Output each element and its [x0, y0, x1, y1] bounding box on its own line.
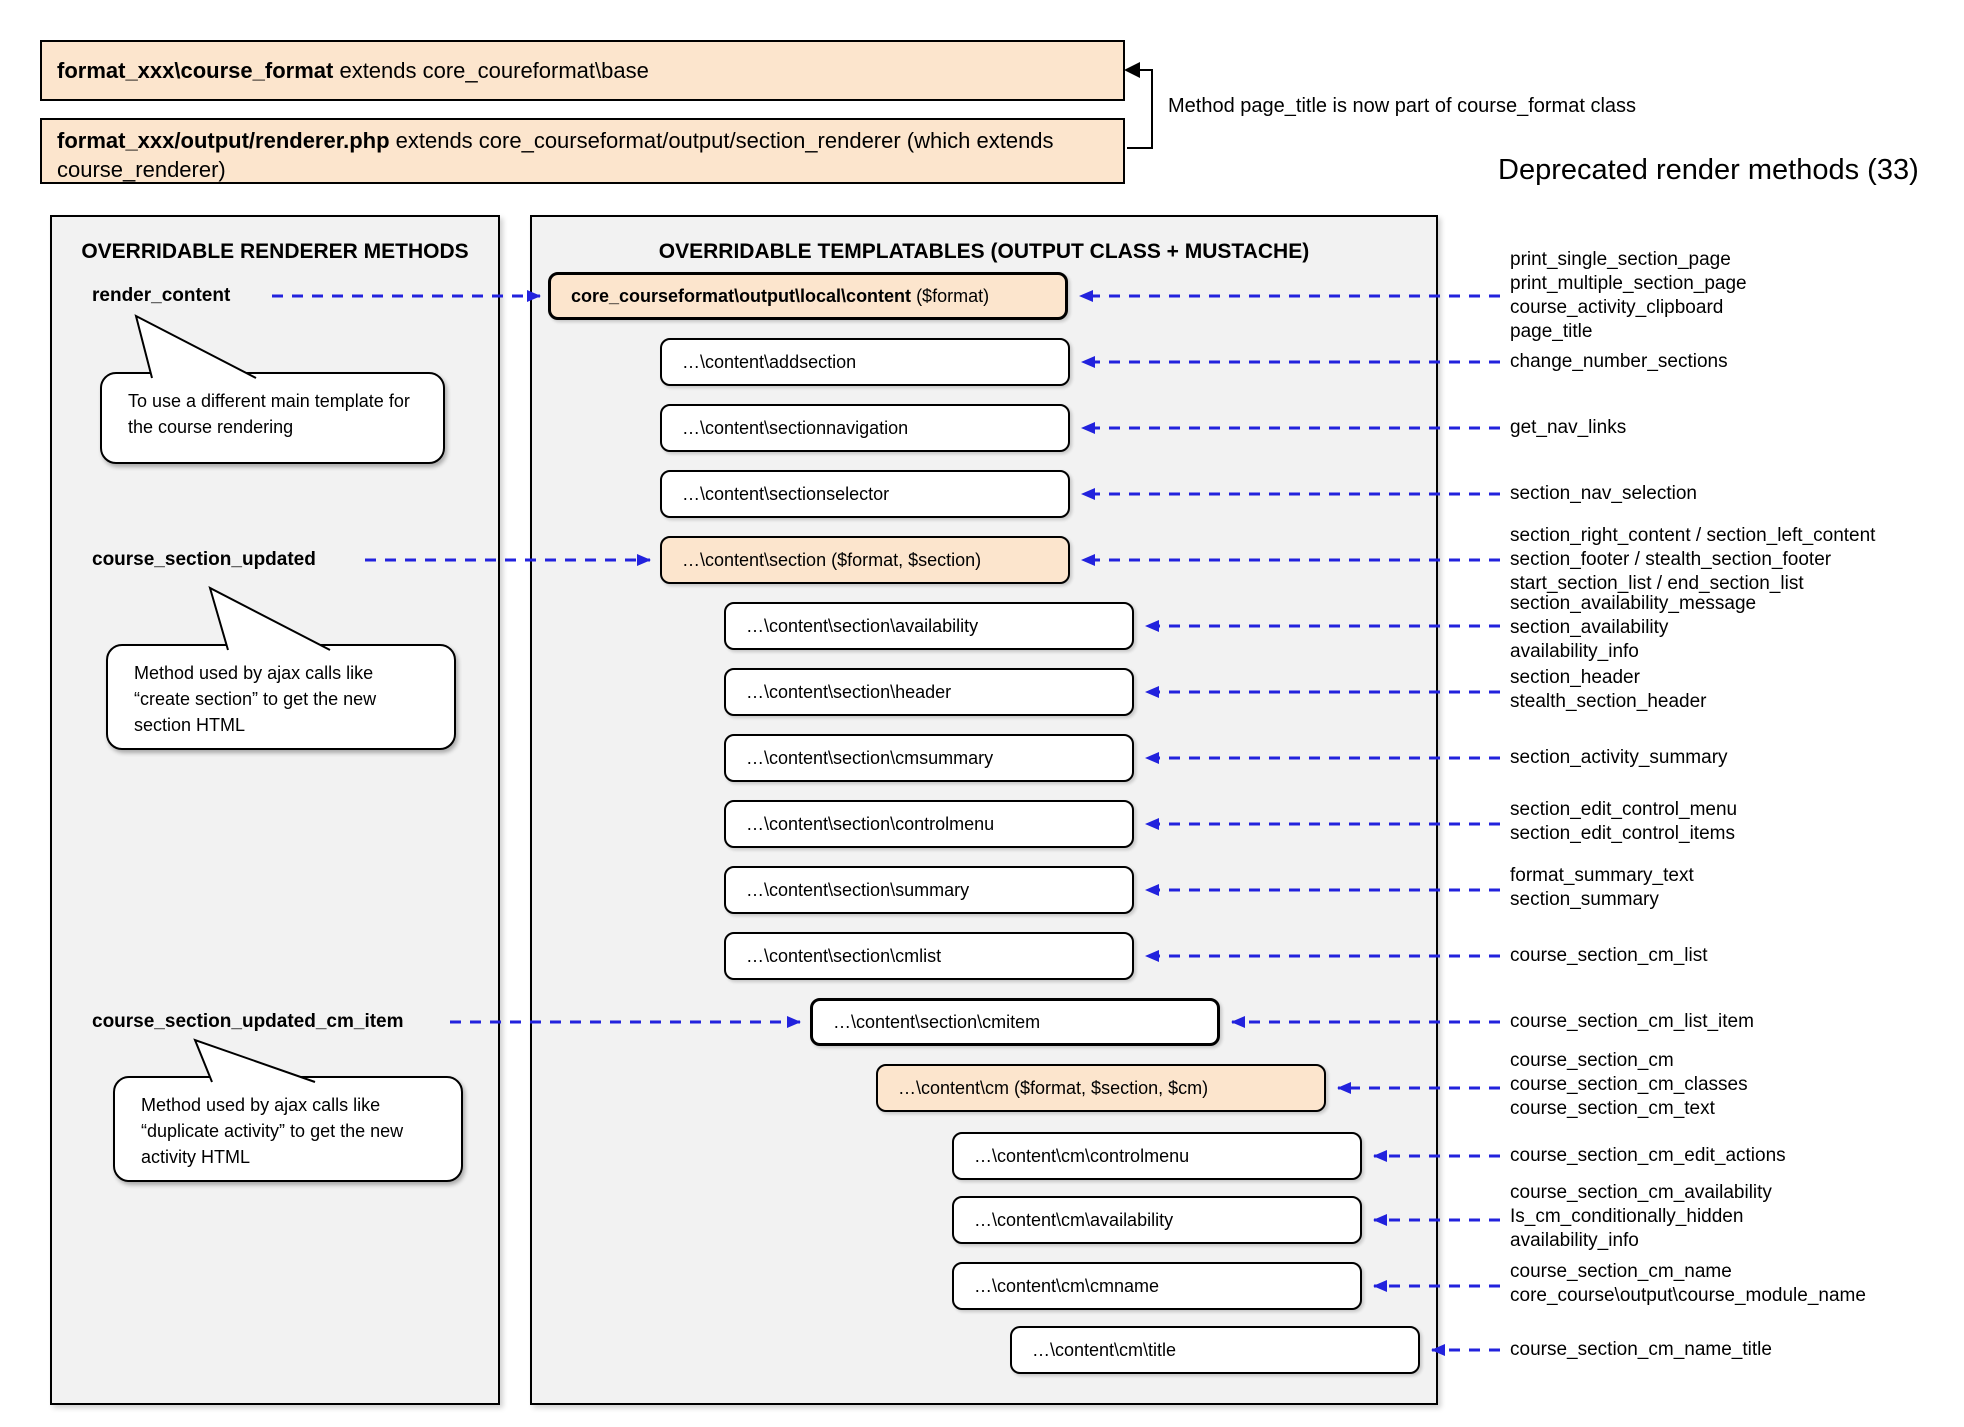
- renderer-extends: extends core_courseformat/output/section_renderer (which extends course_renderer): [57, 128, 1054, 182]
- deprecated-method: change_number_sections: [1510, 351, 1728, 372]
- deprecated-method: stealth_section_header: [1510, 691, 1707, 712]
- tooltip-course-section-updated: [106, 644, 456, 750]
- tooltip-line: To use a different main template for: [128, 391, 410, 411]
- box-section: [660, 536, 1070, 584]
- deprecated-method: page_title: [1510, 321, 1593, 342]
- box-section-header: [724, 668, 1134, 716]
- box-section-cmsummary: [724, 734, 1134, 782]
- deprecated-heading: Deprecated render methods (33): [1498, 154, 1919, 186]
- deprecated-group-section-header: [1510, 666, 1706, 714]
- method-course-section-updated-cm-item: course_section_updated_cm_item: [92, 1011, 404, 1032]
- deprecated-method: section_edit_control_menu: [1510, 799, 1738, 820]
- box-label: …\content\section\header: [746, 681, 952, 702]
- renderer-methods-title: OVERRIDABLE RENDERER METHODS: [81, 240, 469, 263]
- deprecated-method: course_section_cm_edit_actions: [1510, 1145, 1786, 1166]
- tooltip-line: Method used by ajax calls like: [141, 1095, 381, 1115]
- deprecated-method: course_section_cm_list: [1510, 945, 1708, 966]
- deprecated-method: course_section_cm_name_title: [1510, 1339, 1772, 1360]
- box-label: …\content\cm ($format, $section, $cm): [898, 1077, 1209, 1098]
- deprecated-method: availability_info: [1510, 641, 1639, 662]
- box-cm-availability: [952, 1196, 1362, 1244]
- renderer-file: format_xxx/output/renderer.php: [57, 128, 390, 153]
- box-label: …\content\section\cmlist: [746, 945, 942, 966]
- tooltip-line: “create section” to get the new: [134, 689, 377, 709]
- deprecated-method: section_right_content / section_left_content: [1510, 525, 1876, 546]
- box-label: …\content\cm\title: [1032, 1339, 1177, 1360]
- deprecated-method: section_header: [1510, 667, 1640, 688]
- box-label: …\content\cm\controlmenu: [974, 1145, 1190, 1166]
- box-content: [548, 272, 1068, 320]
- box-label: …\content\cm\cmname: [974, 1275, 1160, 1296]
- deprecated-group-cm-availability: [1510, 1181, 1772, 1253]
- tooltip-line: activity HTML: [141, 1147, 251, 1167]
- deprecated-method: course_section_cm_name: [1510, 1261, 1732, 1282]
- deprecated-method: section_nav_selection: [1510, 483, 1697, 504]
- box-label: …\content\section\cmsummary: [746, 747, 994, 768]
- deprecated-method: course_section_cm_availability: [1510, 1182, 1772, 1203]
- tooltip-render-content: [100, 372, 445, 464]
- box-addsection: [660, 338, 1070, 386]
- deprecated-method: start_section_list / end_section_list: [1510, 573, 1804, 594]
- box-label: …\content\section\summary: [746, 879, 970, 900]
- deprecated-group-section-availability: [1510, 592, 1756, 664]
- deprecated-method: section_edit_control_items: [1510, 823, 1735, 844]
- tooltip-line: Method used by ajax calls like: [134, 663, 374, 683]
- tooltip-line: “duplicate activity” to get the new: [141, 1121, 404, 1141]
- deprecated-method: course_section_cm: [1510, 1050, 1674, 1071]
- box-cm-cmname: [952, 1262, 1362, 1310]
- deprecated-group-cm-cmname: [1510, 1260, 1866, 1308]
- page-title-note: Method page_title is now part of course_format class: [1168, 95, 1637, 117]
- deprecated-method: course_section_cm_list_item: [1510, 1011, 1754, 1032]
- deprecated-group-summary: [1510, 864, 1694, 912]
- deprecated-method: course_section_cm_classes: [1510, 1074, 1748, 1095]
- deprecated-group-addsection: [1510, 350, 1728, 374]
- box-label: …\content\section\availability: [746, 615, 979, 636]
- deprecated-method: section_availability: [1510, 617, 1669, 638]
- deprecated-method: section_activity_summary: [1510, 747, 1728, 768]
- box-sectionnavigation: [660, 404, 1070, 452]
- box-label: …\content\cm\availability: [974, 1209, 1174, 1230]
- class-extends: extends core_coureformat\base: [333, 58, 649, 83]
- deprecated-group-cmlist: [1510, 944, 1707, 968]
- templatables-title: OVERRIDABLE TEMPLATABLES (OUTPUT CLASS + MUSTACHE): [658, 240, 1310, 263]
- box-label: …\content\sectionselector: [682, 483, 890, 504]
- method-course-section-updated: course_section_updated: [92, 549, 316, 570]
- box-label-args: ($format): [911, 285, 990, 306]
- deprecated-method: availability_info: [1510, 1230, 1639, 1251]
- box-label: …\content\addsection: [682, 351, 857, 372]
- box-label: …\content\section\controlmenu: [746, 813, 995, 834]
- deprecated-method: print_multiple_section_page: [1510, 273, 1747, 294]
- deprecated-group-content: [1510, 248, 1747, 344]
- box-section-cmlist: [724, 932, 1134, 980]
- box-cm-title: [1010, 1326, 1420, 1374]
- deprecated-method: section_footer / stealth_section_footer: [1510, 549, 1832, 570]
- deprecated-group-cmsummary: [1510, 746, 1728, 770]
- deprecated-group-cm-controlmenu: [1510, 1144, 1786, 1168]
- box-section-availability: [724, 602, 1134, 650]
- class-name: format_xxx\course_format: [57, 58, 334, 83]
- deprecated-method: get_nav_links: [1510, 417, 1627, 438]
- box-sectionselector: [660, 470, 1070, 518]
- box-label: core_courseformat\output\local\content: [571, 285, 912, 306]
- class-box-renderer: [40, 118, 1125, 184]
- deprecated-method: course_activity_clipboard: [1510, 297, 1724, 318]
- deprecated-group-sectionnavigation: [1510, 416, 1626, 440]
- deprecated-method: course_section_cm_text: [1510, 1098, 1715, 1119]
- tooltip-course-section-updated-cm-item: [113, 1076, 463, 1182]
- deprecated-method: section_availability_message: [1510, 593, 1757, 614]
- class-box-course-format: [40, 40, 1125, 101]
- box-label: …\content\section ($format, $section): [682, 549, 982, 570]
- box-label: …\content\section\cmitem: [833, 1011, 1041, 1032]
- deprecated-method: section_summary: [1510, 889, 1659, 910]
- deprecated-group-sectionselector: [1510, 482, 1697, 506]
- tooltip-line: section HTML: [134, 715, 246, 735]
- bracket-connector: [1124, 62, 1152, 148]
- deprecated-group-section: [1510, 524, 1875, 596]
- deprecated-method: core_course\output\course_module_name: [1510, 1285, 1866, 1306]
- box-section-cmitem: [810, 998, 1220, 1046]
- box-section-controlmenu: [724, 800, 1134, 848]
- deprecated-method: Is_cm_conditionally_hidden: [1510, 1206, 1744, 1227]
- deprecated-method: print_single_section_page: [1510, 249, 1731, 270]
- tooltip-line: the course rendering: [128, 417, 294, 437]
- box-label: …\content\sectionnavigation: [682, 417, 909, 438]
- deprecated-group-cmitem: [1510, 1010, 1754, 1034]
- method-render-content: render_content: [92, 285, 231, 306]
- deprecated-method: format_summary_text: [1510, 865, 1694, 886]
- deprecated-group-cm-title: [1510, 1338, 1772, 1362]
- box-section-summary: [724, 866, 1134, 914]
- deprecated-group-cm: [1510, 1049, 1748, 1121]
- box-cm-controlmenu: [952, 1132, 1362, 1180]
- box-cm: [876, 1064, 1326, 1112]
- deprecated-group-controlmenu: [1510, 798, 1737, 846]
